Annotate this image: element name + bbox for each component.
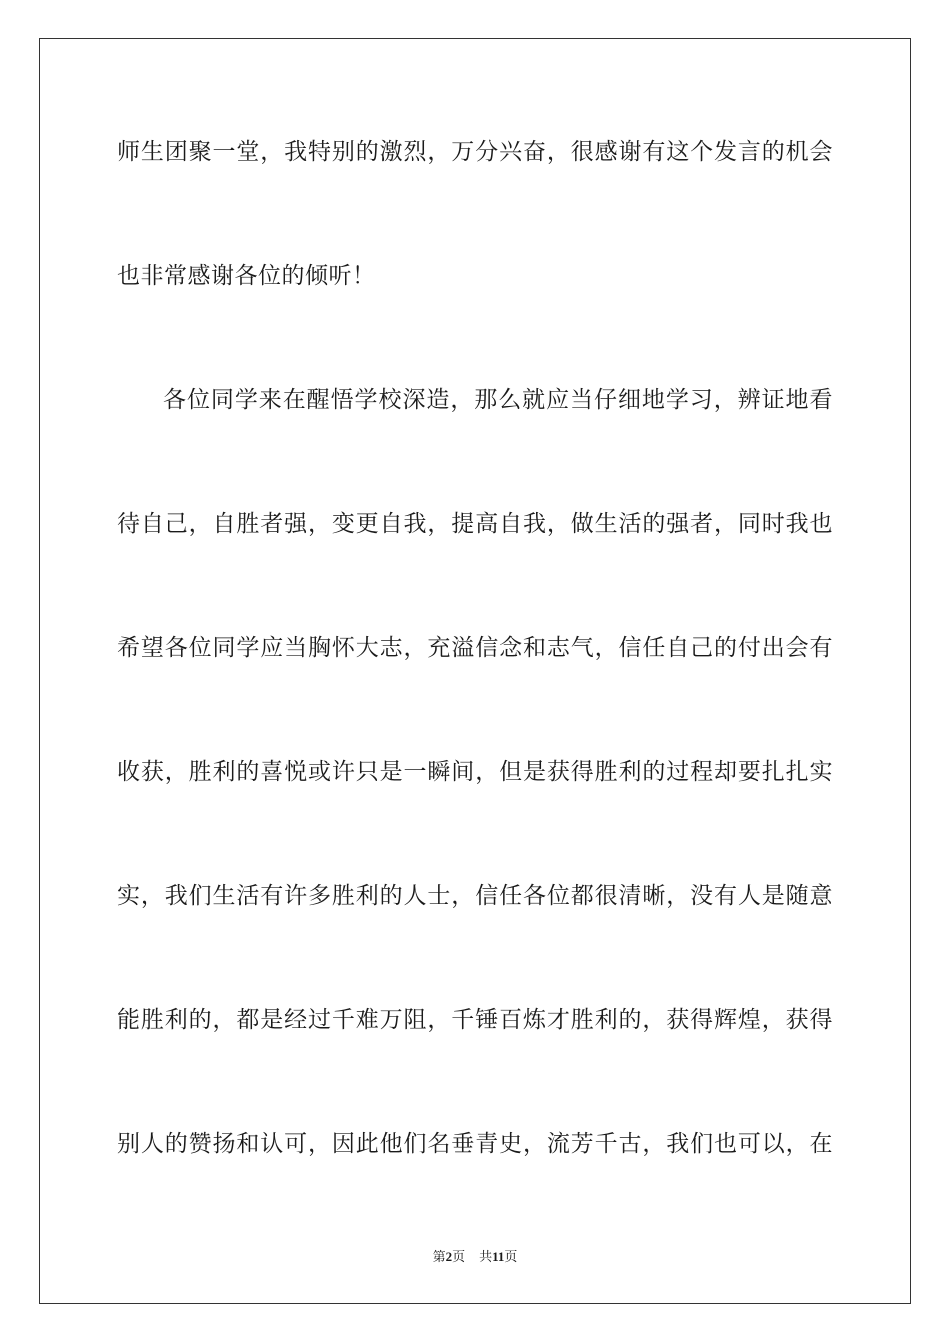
body-line-2: 也非常感谢各位的倾听！ (117, 263, 376, 289)
page-frame (39, 38, 911, 1304)
footer-page-suffix: 页 (452, 1249, 466, 1264)
footer-page-number: 2 (445, 1249, 453, 1264)
body-line-9: 别人的赞扬和认可，因此他们名垂青史，流芳千古，我们也可以，在 (117, 1131, 833, 1157)
body-line-6: 收获，胜利的喜悦或许只是一瞬间，但是获得胜利的过程却要扎扎实 (117, 759, 833, 785)
footer-total-prefix: 共 (479, 1249, 493, 1264)
footer-total-pages: 11 (492, 1249, 505, 1264)
footer-total-suffix: 页 (504, 1249, 518, 1264)
page-footer (0, 1247, 950, 1267)
body-line-7: 实，我们生活有许多胜利的人士，信任各位都很清晰，没有人是随意 (117, 883, 833, 909)
body-line-1: 师生团聚一堂，我特别的激烈，万分兴奋，很感谢有这个发言的机会 (117, 139, 833, 165)
body-line-8: 能胜利的，都是经过千难万阻，千锤百炼才胜利的，获得辉煌，获得 (117, 1007, 833, 1033)
body-line-5: 希望各位同学应当胸怀大志，充溢信念和志气，信任自己的付出会有 (117, 635, 833, 661)
footer-page-prefix: 第 (432, 1249, 446, 1264)
body-line-4: 待自己，自胜者强，变更自我，提高自我，做生活的强者，同时我也 (117, 511, 833, 537)
body-line-3: 各位同学来在醒悟学校深造，那么就应当仔细地学习，辨证地看 (163, 387, 833, 413)
